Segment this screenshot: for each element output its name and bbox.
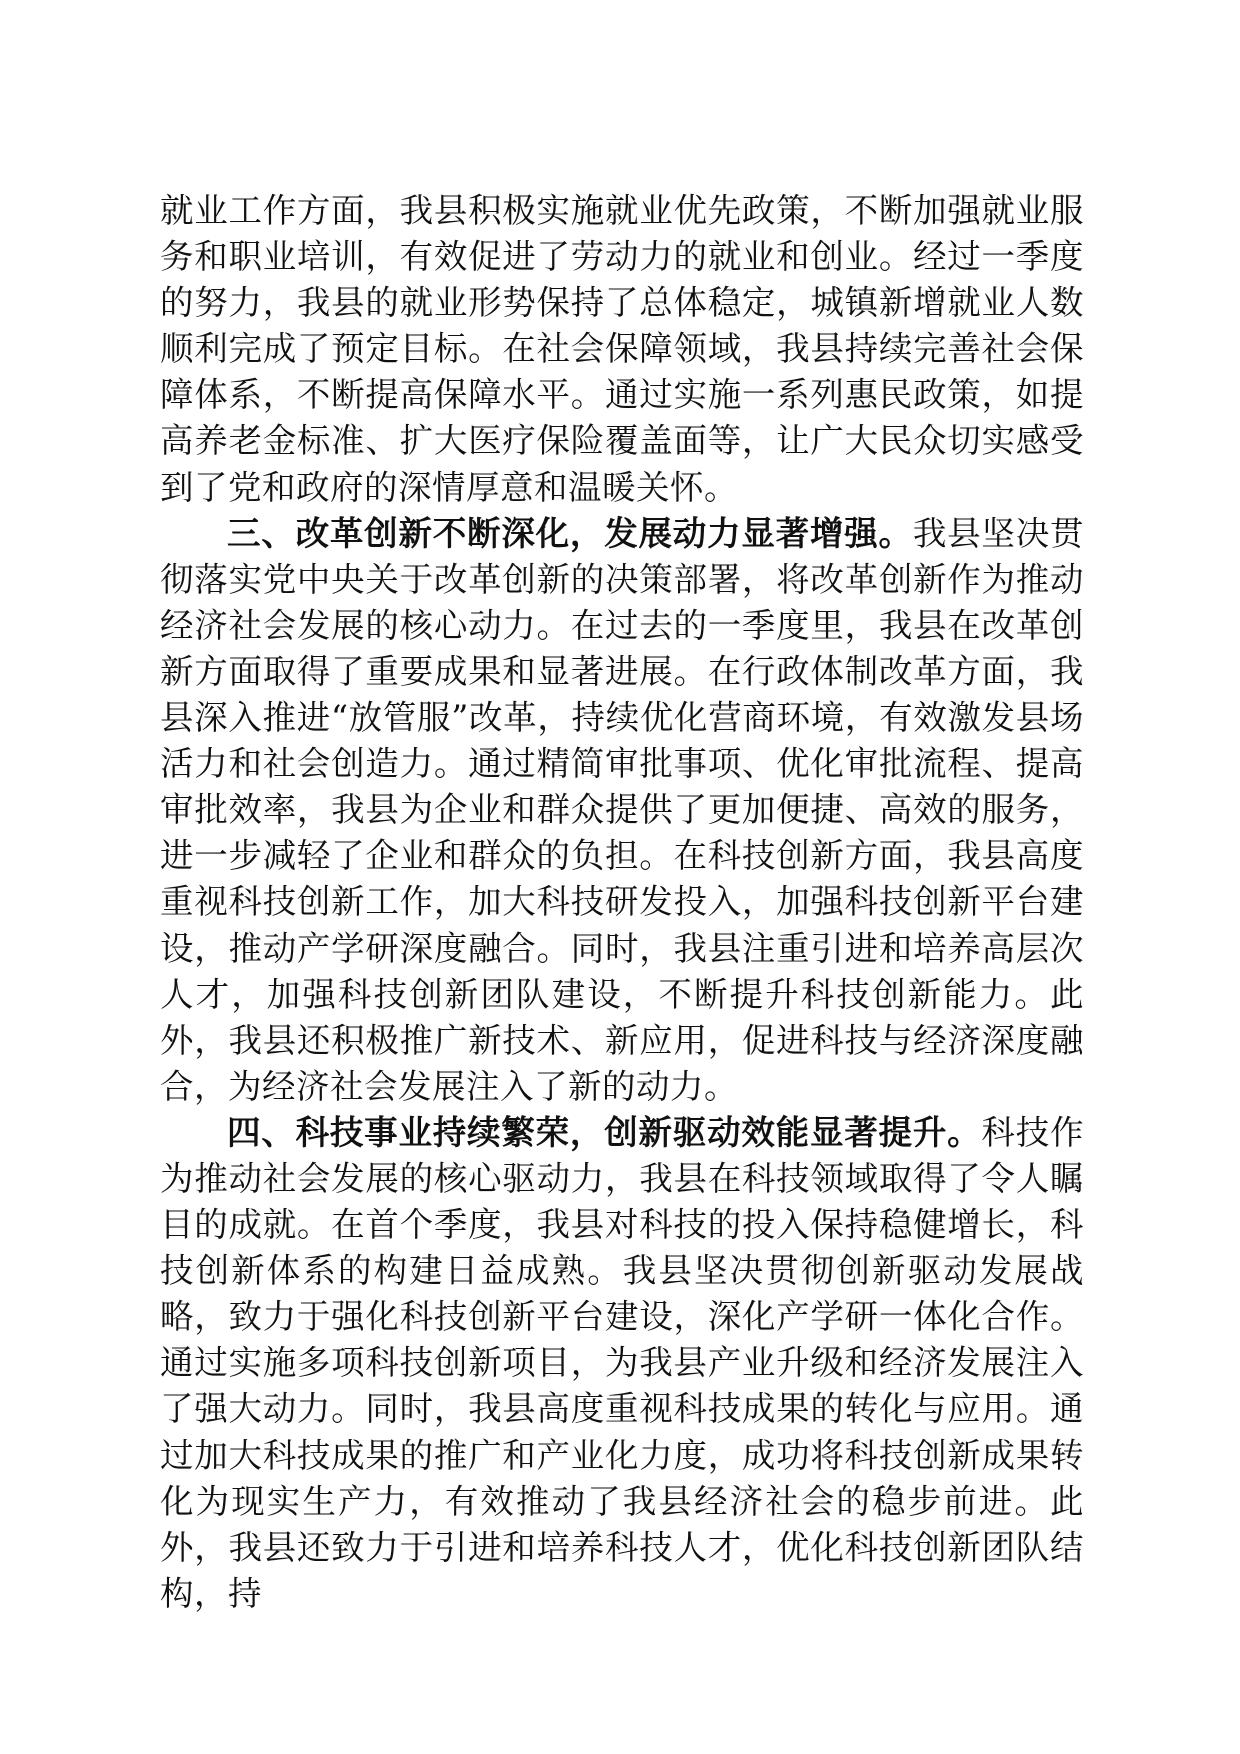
paragraph-science-technology xyxy=(160,1110,1084,1617)
paragraph-text: 就业工作方面，我县积极实施就业优先政策，不断加强就业服务和职业培训，有效促进了劳动力的就业和创业。经过一季度的努力，我县的就业形势保持了总体稳定，城镇新增就业人数顺利完成了预定目标。在社会保障领域，我县持续完善社会保障体系，不断提高保障水平。通过实施一系列惠民政策，如提高养老金标准、扩大医疗保险覆盖面等，让广大民众切实感受到了党和政府的深情厚意和温暖关怀。 xyxy=(160,191,1084,507)
section-heading-technology: 四、科技事业持续繁荣，创新驱动效能显著提升。 xyxy=(227,1112,982,1152)
paragraph-employment-social-security xyxy=(160,188,1084,511)
section-heading-reform: 三、改革创新不断深化，发展动力显著增强。 xyxy=(227,513,913,553)
document-body xyxy=(160,188,1084,1617)
paragraph-reform-innovation xyxy=(160,511,1084,1110)
paragraph-text: 我县坚决贯彻落实党中央关于改革创新的决策部署，将改革创新作为推动经济社会发展的核心动力。在过去的一季度里，我县在改革创新方面取得了重要成果和显著进展。在行政体制改革方面，我县深入推进“放管服”改革，持续优化营商环境，有效激发县场活力和社会创造力。通过精简审批事项、优化审批流程、提高审批效率，我县为企业和群众提供了更加便捷、高效的服务，进一步减轻了企业和群众的负担。在科技创新方面，我县高度重视科技创新工作，加大科技研发投入，加强科技创新平台建设，推动产学研深度融合。同时，我县注重引进和培养高层次人才，加强科技创新团队建设，不断提升科技创新能力。此外，我县还积极推广新技术、新应用，促进科技与经济深度融合，为经济社会发展注入了新的动力。 xyxy=(160,513,1085,1106)
paragraph-text: 科技作为推动社会发展的核心驱动力，我县在科技领域取得了令人瞩目的成就。在首个季度，我县对科技的投入保持稳健增长，科技创新体系的构建日益成熟。我县坚决贯彻创新驱动发展战略，致力于强化科技创新平台建设，深化产学研一体化合作。通过实施多项科技创新项目，为我县产业升级和经济发展注入了强大动力。同时，我县高度重视科技成果的转化与应用。通过加大科技成果的推广和产业化力度，成功将科技创新成果转化为现实生产力，有效推动了我县经济社会的稳步前进。此外，我县还致力于引进和培养科技人才，优化科技创新团队结构，持 xyxy=(160,1112,1085,1613)
